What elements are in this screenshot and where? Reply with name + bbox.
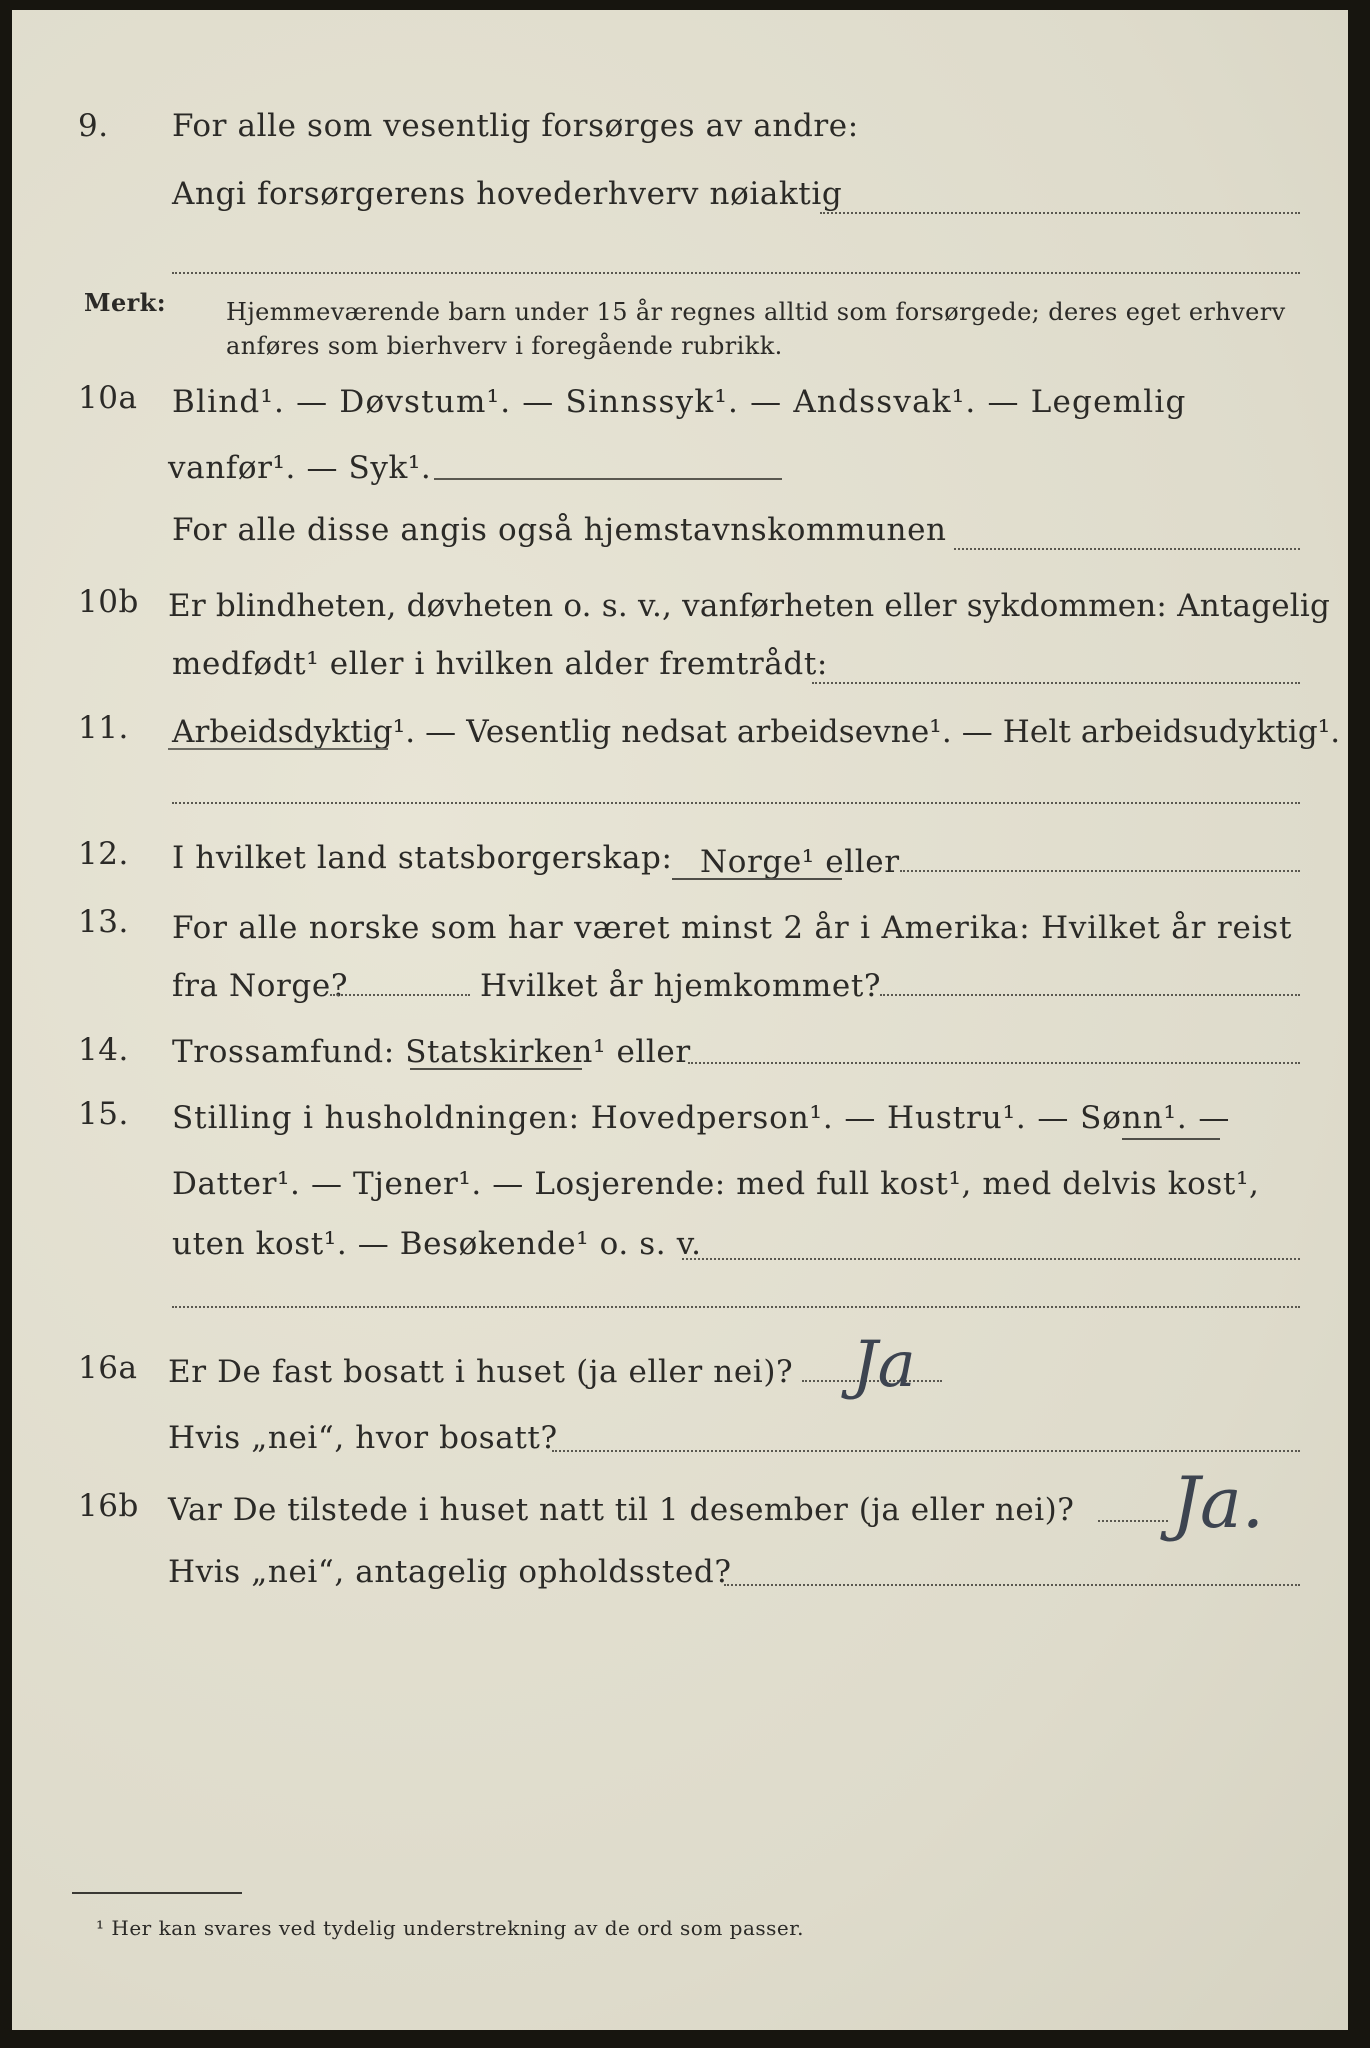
- merk-line1: Hjemmeværende barn under 15 år regnes alltid som forsørgede; deres eget erhverv: [226, 298, 1286, 326]
- q14-line1: Trossamfund: Statskirken¹ eller: [172, 1034, 691, 1070]
- q13-number: 13.: [78, 904, 129, 940]
- q11-answer-line[interactable]: [172, 802, 1300, 804]
- census-form-page: [12, 10, 1348, 2030]
- footnote-rule: [72, 1892, 242, 1894]
- q13-line2a: fra Norge?: [172, 968, 349, 1004]
- q13-hjemkommet-line[interactable]: [880, 994, 1300, 996]
- q13-line2b: Hvilket år hjemkommet?: [480, 968, 882, 1004]
- q14-number: 14.: [78, 1032, 129, 1068]
- q16b-opholdssted-line[interactable]: [724, 1584, 1300, 1586]
- q9-number: 9.: [78, 108, 109, 144]
- q16b-handwritten-answer: Ja.: [1172, 1462, 1265, 1544]
- q10a-line2: vanfør¹. — Syk¹.: [168, 450, 432, 486]
- q11-number: 11.: [78, 710, 129, 746]
- q9-answer-line[interactable]: [820, 212, 1300, 214]
- q10b-answer-line[interactable]: [812, 682, 1300, 684]
- footnote: ¹ Her kan svares ved tydelig understrekning av de ord som passer.: [96, 1916, 804, 1940]
- q16a-bosatt-line[interactable]: [552, 1450, 1300, 1452]
- q15-line1: Stilling i husholdningen: Hovedperson¹. — Hustru¹. — Sønn¹. —: [172, 1100, 1231, 1136]
- q14-answer-line[interactable]: [688, 1062, 1300, 1064]
- merk-line2: anføres som bierhverv i foregående rubrikk.: [226, 332, 783, 360]
- q11-line1: Arbeidsdyktig¹. — Vesentlig nedsat arbeidsevne¹. — Helt arbeidsudyktig¹.: [172, 714, 1341, 750]
- q16a-number: 16a: [78, 1350, 138, 1386]
- q13-reist-line[interactable]: [330, 994, 470, 996]
- q14-underline-statskirken: [410, 1068, 582, 1070]
- q10b-line1: Er blindheten, døvheten o. s. v., vanførheten eller sykdommen: Antagelig: [168, 588, 1331, 624]
- q10a-number: 10a: [78, 380, 138, 416]
- q10a-home-line[interactable]: [954, 548, 1300, 550]
- q9-line2: Angi forsørgerens hovederhverv nøiaktig: [172, 176, 843, 212]
- q15-answer-line[interactable]: [682, 1258, 1300, 1260]
- q12-answer-line[interactable]: [900, 870, 1300, 872]
- q15-line2: Datter¹. — Tjener¹. — Losjerende: med full kost¹, med delvis kost¹,: [172, 1166, 1260, 1202]
- q16b-line2: Hvis „nei“, antagelig opholdssted?: [168, 1554, 732, 1590]
- q10a-line1: Blind¹. — Døvstum¹. — Sinnssyk¹. — Andssvak¹. — Legemlig: [172, 384, 1187, 420]
- q16a-line1: Er De fast bosatt i huset (ja eller nei)?: [168, 1354, 794, 1390]
- q15-answer-line-2[interactable]: [172, 1306, 1300, 1308]
- q15-line3: uten kost¹. — Besøkende¹ o. s. v.: [172, 1226, 702, 1262]
- q10a-answer-line[interactable]: [434, 478, 782, 480]
- q9-line1: For alle som vesentlig forsørges av andre:: [172, 108, 859, 144]
- q15-underline-sonn: [1122, 1138, 1220, 1140]
- q11-underline-arbeidsdyktig: [168, 748, 388, 750]
- q12-answer: Norge¹ eller: [700, 844, 900, 880]
- q16a-line2: Hvis „nei“, hvor bosatt?: [168, 1420, 558, 1456]
- q10a-line3: For alle disse angis også hjemstavnskommunen: [172, 512, 947, 548]
- q12-line1: I hvilket land statsborgerskap:: [172, 840, 673, 876]
- q16b-line1: Var De tilstede i huset natt til 1 desember (ja eller nei)?: [168, 1492, 1075, 1528]
- q13-line1: For alle norske som har været minst 2 år i Amerika: Hvilket år reist: [172, 910, 1293, 946]
- q16a-handwritten-answer: Ja: [852, 1328, 916, 1402]
- q10b-number: 10b: [78, 584, 139, 620]
- q10b-line2: medfødt¹ eller i hvilken alder fremtrådt:: [172, 646, 828, 682]
- q9-answer-line-2[interactable]: [172, 272, 1300, 274]
- q12-underline-norge: [672, 878, 842, 880]
- q16b-answer-line[interactable]: [1098, 1520, 1168, 1522]
- q12-number: 12.: [78, 836, 129, 872]
- q16b-number: 16b: [78, 1488, 139, 1524]
- merk-label: Merk:: [84, 288, 166, 317]
- q15-number: 15.: [78, 1096, 129, 1132]
